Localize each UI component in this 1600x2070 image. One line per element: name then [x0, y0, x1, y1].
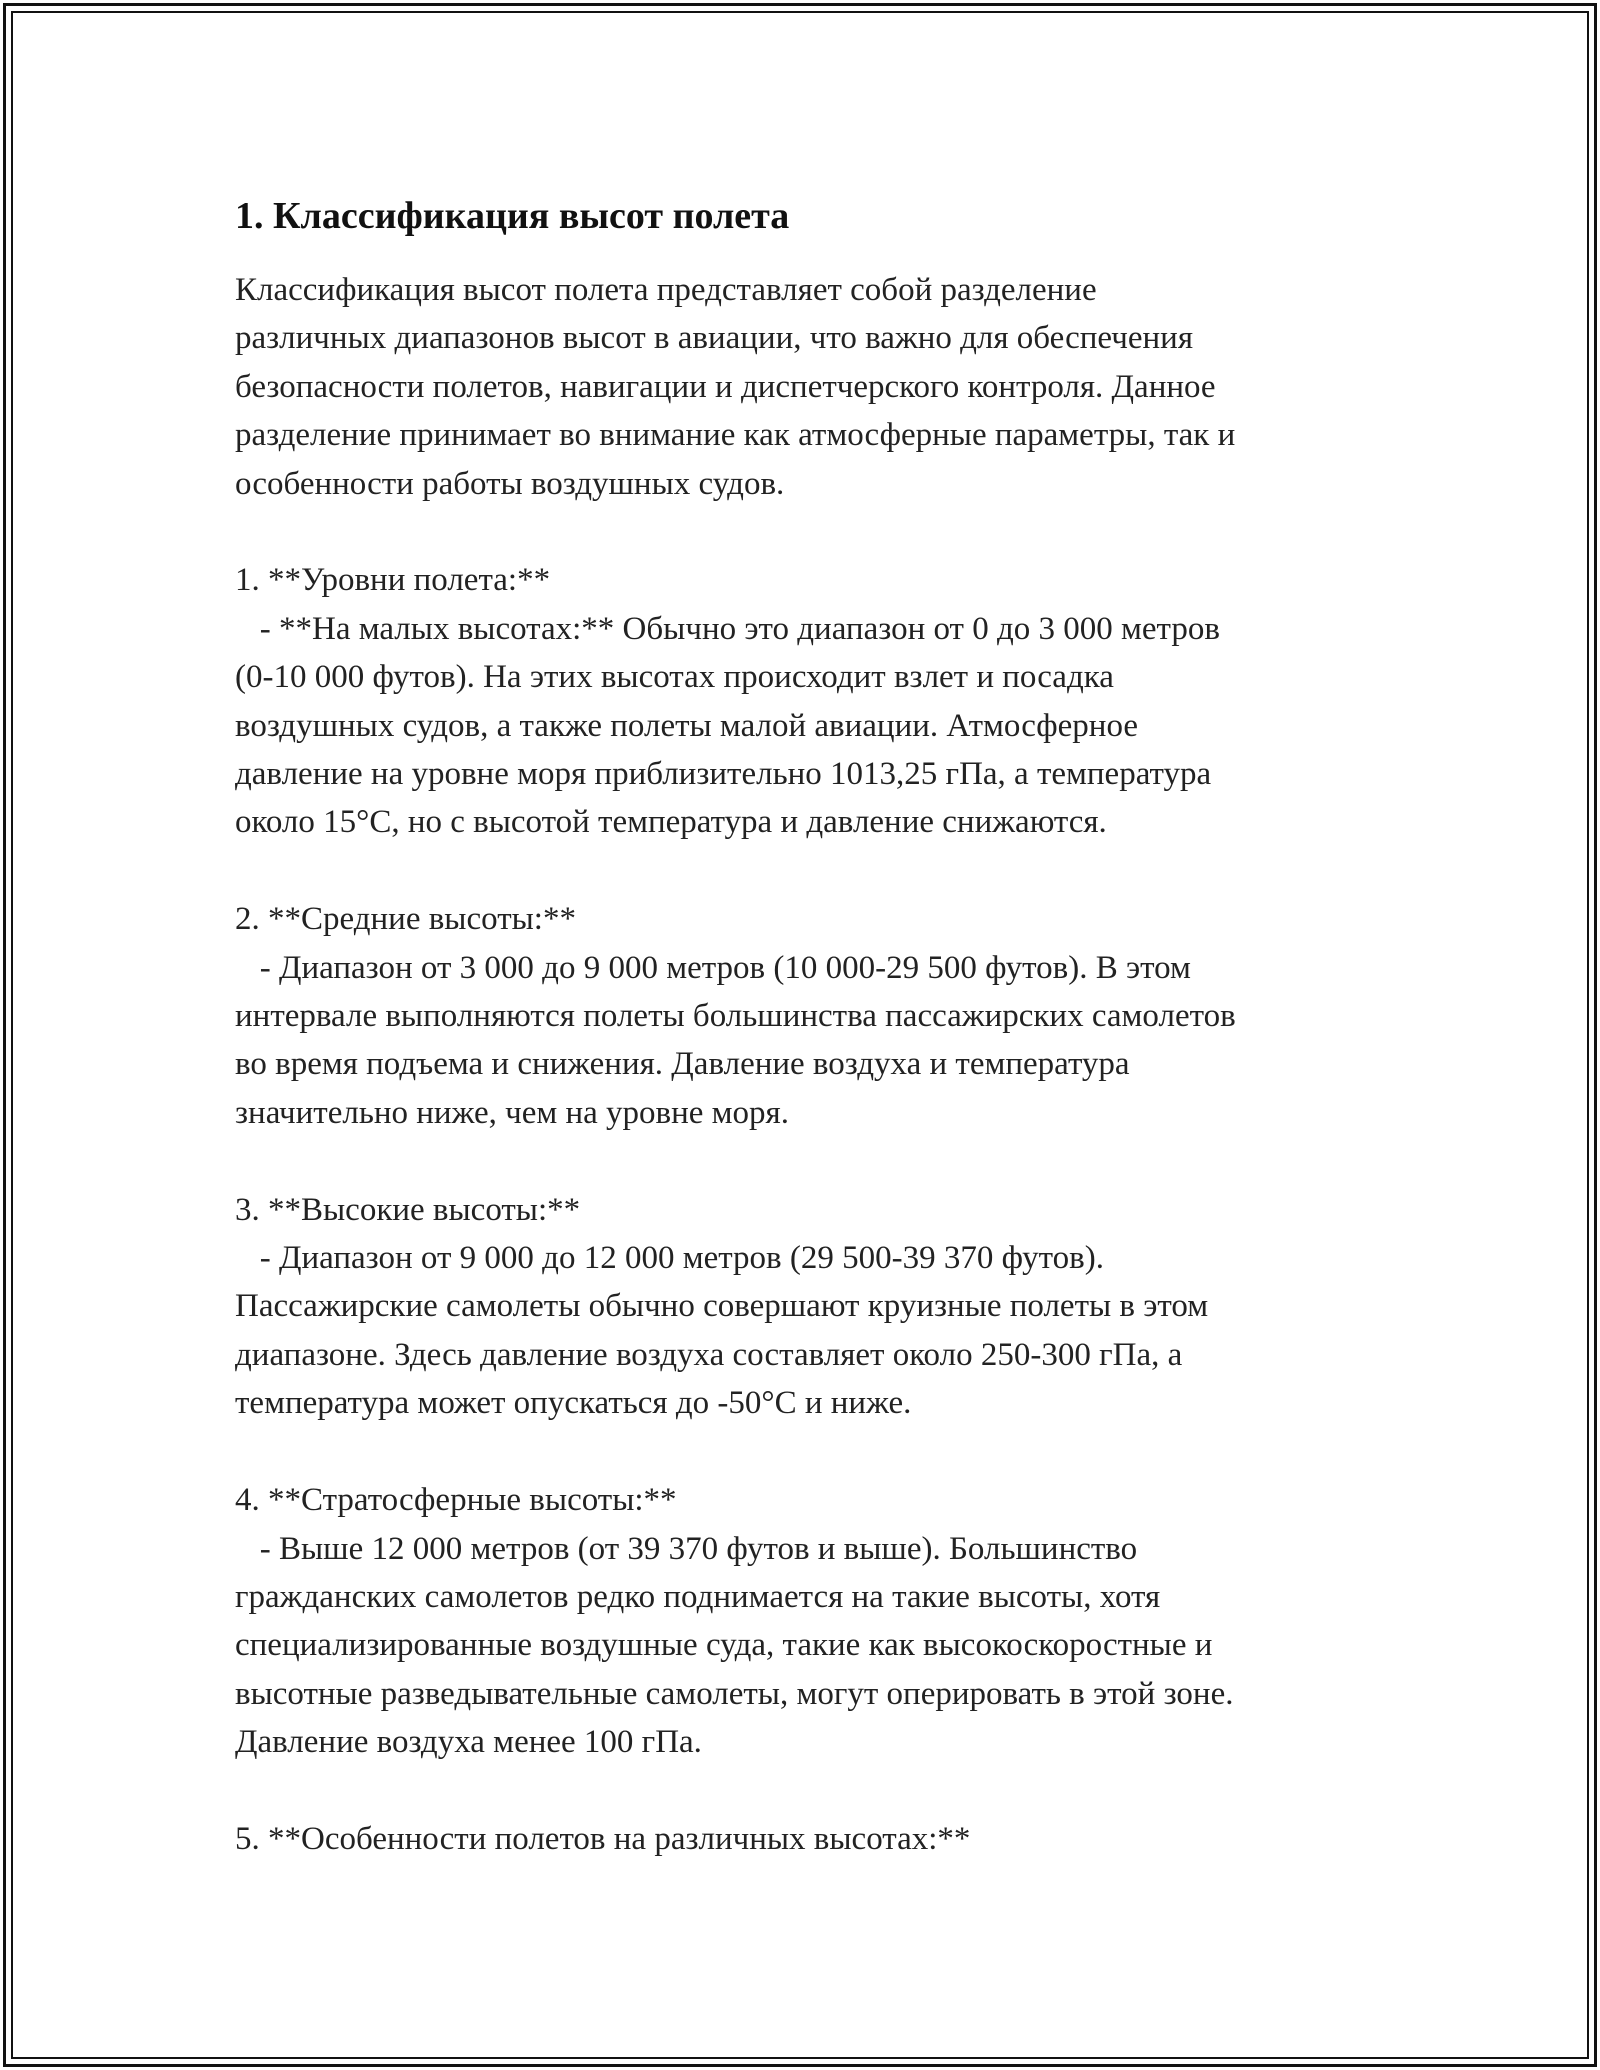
paragraph-gap — [235, 508, 1375, 556]
section-4-heading: 4. **Стратосферные высоты:** — [235, 1482, 677, 1519]
section-5-heading: 5. **Особенности полетов на различных высотах:** — [235, 1820, 971, 1857]
document-title: 1. Классификация высот полета — [235, 195, 790, 237]
section-3-body: - Диапазон от 9 000 до 12 000 метров (29 500-39 370 футов). Пассажирские самолеты обычно совершают круизные полеты в этом диапазоне. Здесь давление воздуха составляет около 250-300 гПа, а температура может опускаться до -50°C и ниже. — [235, 1240, 1209, 1422]
section-1-heading: 1. **Уровни полета:** — [235, 562, 551, 599]
section-2-heading: 2. **Средние высоты:** — [235, 901, 576, 938]
section-3-heading: 3. **Высокие высоты:** — [235, 1191, 581, 1228]
paragraph-gap — [235, 1428, 1375, 1476]
document-body — [235, 180, 1375, 1863]
paragraph-gap — [235, 847, 1375, 895]
section-4-body: - Выше 12 000 метров (от 39 370 футов и выше). Большинство гражданских самолетов редко поднимается на такие высоты, хотя специализированные воздушные суда, такие как высокоскоростные и высотные разведывательные самолеты, могут оперировать в этой зоне. Давление воздуха менее 100 гПа. — [235, 1530, 1234, 1761]
section-2-body: - Диапазон от 3 000 до 9 000 метров (10 000-29 500 футов). В этом интервале выполняются полеты большинства пассажирских самолетов во время подъема и снижения. Давление воздуха и температура значительно ниже, чем на уровне моря. — [235, 949, 1236, 1131]
intro-paragraph: Классификация высот полета представляет собой разделение различных диапазонов высот в авиации, что важно для обеспечения безопасности полетов, навигации и диспетчерского контроля. Данное разделение принимает во внимание как атмосферные параметры, так и особенности работы воздушных судов. — [235, 272, 1236, 502]
paragraph-gap — [235, 1767, 1375, 1815]
paragraph-gap — [235, 1137, 1375, 1185]
section-1-body: - **На малых высотах:** Обычно это диапазон от 0 до 3 000 метров (0-10 000 футов). На этих высотах происходит взлет и посадка воздушных судов, а также полеты малой авиации. Атмосферное давление на уровне моря приблизительно 1013,25 гПа, а температура около 15°C, но с высотой температура и давление снижаются. — [235, 610, 1220, 841]
